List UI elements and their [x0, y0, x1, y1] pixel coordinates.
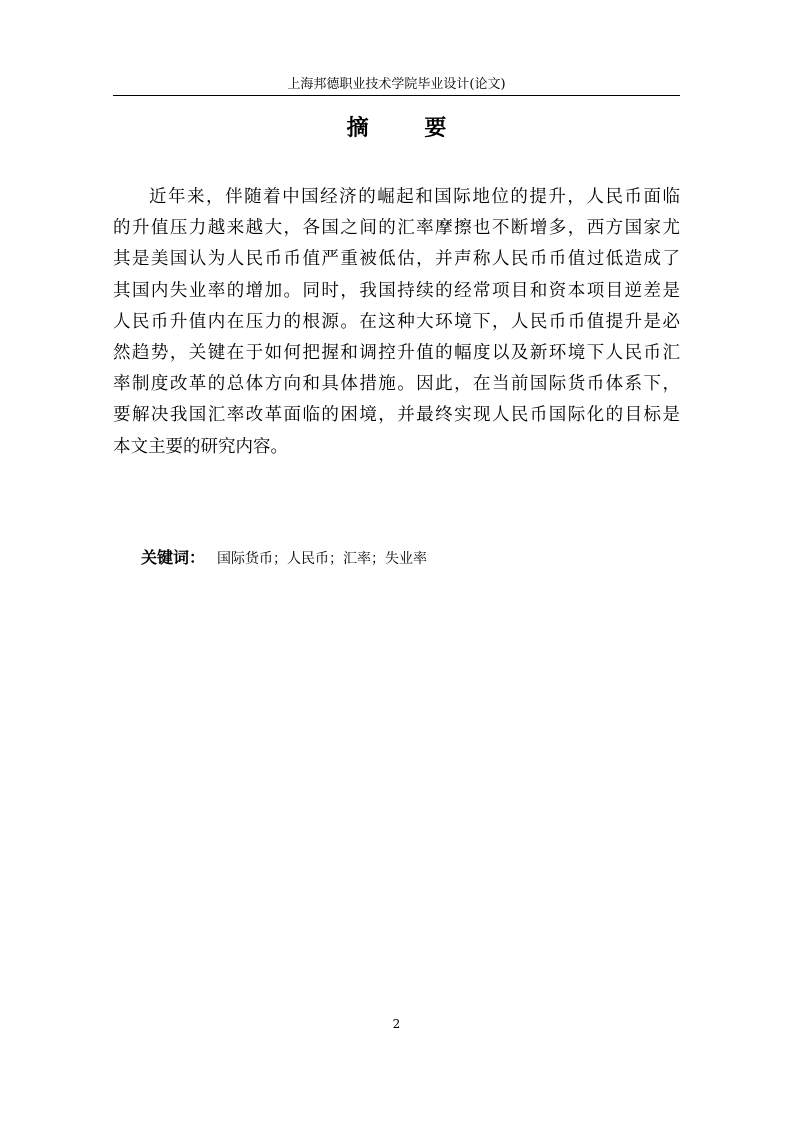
header-text: 上海邦德职业技术学院毕业设计(论文) [287, 77, 506, 92]
abstract-line: 然趋势，关键在于如何把握和调控升值的幅度以及新环境下人民币汇 [113, 342, 680, 363]
abstract-line: 其是美国认为人民币币值严重被低估，并声称人民币币值过低造成了 [113, 249, 680, 270]
abstract-line: 其国内失业率的增加。同时，我国持续的经常项目和资本项目逆差是 [113, 280, 680, 301]
abstract-line: 率制度改革的总体方向和具体措施。因此，在当前国际货币体系下， [113, 374, 680, 395]
keywords [141, 546, 427, 571]
abstract-line: 人民币升值内在压力的根源。在这种大环境下，人民币币值提升是必 [113, 311, 680, 332]
abstract-line: 的升值压力越来越大，各国之间的汇率摩擦也不断增多，西方国家尤 [113, 218, 680, 239]
page-title: 摘 要 [346, 116, 471, 141]
page-number: 2 [392, 1017, 401, 1031]
abstract-line: 本文主要的研究内容。 [113, 436, 288, 457]
page-header [113, 76, 680, 96]
abstract-line: 近年来，伴随着中国经济的崛起和国际地位的提升，人民币面临 [149, 187, 680, 207]
abstract-body [113, 182, 680, 463]
abstract-line: 要解决我国汇率改革面临的困境，并最终实现人民币国际化的目标是 [113, 405, 680, 426]
keywords-label: 关键词： [141, 548, 206, 567]
keywords-value: 国际货币；人民币；汇率；失业率 [217, 551, 428, 567]
